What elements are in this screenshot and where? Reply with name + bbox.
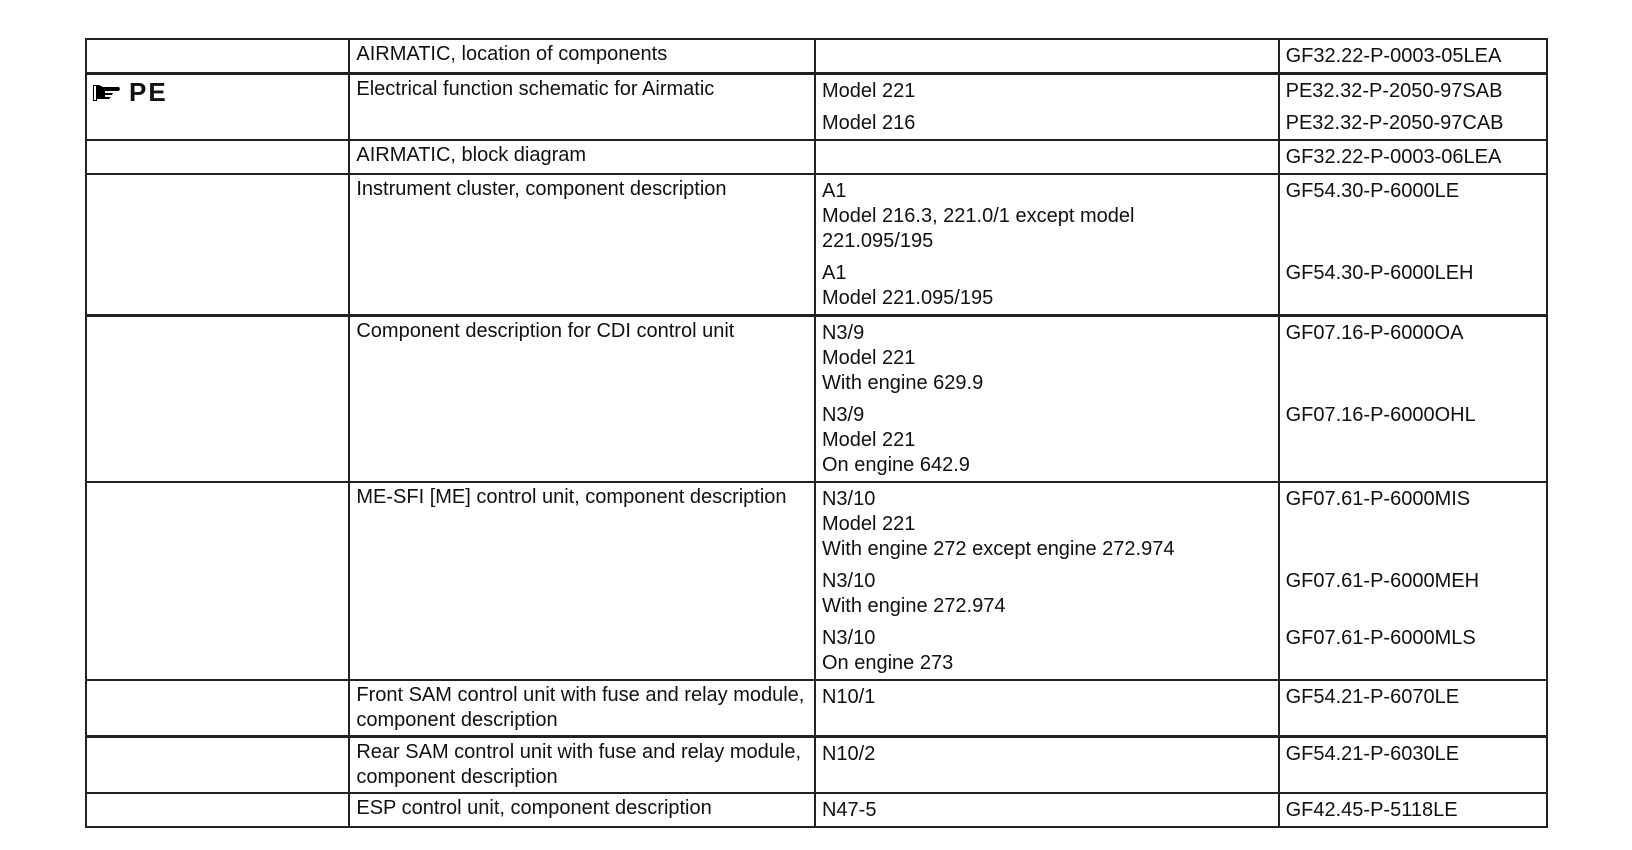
condition-line: With engine 272 except engine 272.974 [821,538,1175,560]
document-reference[interactable]: GF07.61-P-6000MIS [1285,488,1471,510]
document-reference[interactable]: GF54.30-P-6000LEH [1285,262,1474,284]
pointing-hand-icon [91,83,121,103]
document-reference[interactable]: GF07.61-P-6000MEH [1285,570,1480,592]
document-reference[interactable]: PE32.32-P-2050-97SAB [1285,80,1503,102]
marker-cell [86,737,349,794]
marker-cell [86,793,349,827]
condition-text [816,738,1278,770]
description-cell [349,793,815,827]
marker-cell [86,680,349,737]
description-text: AIRMATIC, location of components [356,43,668,65]
condition-cell [815,140,1279,174]
condition-line: Model 221 [821,429,916,451]
description-cell [349,39,815,74]
table-row [86,39,1547,74]
description-cell [349,74,815,141]
description-cell [349,140,815,174]
reference-cell [1279,74,1547,108]
table-row [86,793,1547,827]
condition-line: N10/1 [821,686,876,708]
table-row [86,482,1547,565]
condition-cell [815,257,1279,316]
table-row [86,174,1547,257]
condition-text [816,317,1278,399]
condition-line: A1 [821,180,847,202]
description-text: ME-SFI [ME] control unit, component description [356,486,787,508]
reference-cell [1279,737,1547,794]
condition-cell [815,107,1279,140]
reference-cell [1279,39,1547,74]
reference-cell [1279,107,1547,140]
condition-cell [815,316,1279,400]
document-reference[interactable]: GF07.16-P-6000OHL [1285,404,1476,426]
reference-cell [1279,565,1547,622]
description-cell [349,737,815,794]
condition-line: N3/9 [821,404,865,426]
condition-line: On engine 273 [821,652,954,674]
condition-line: N3/9 [821,322,865,344]
description-text: Front SAM control unit with fuse and relay module, component description [356,684,805,731]
condition-line: A1 [821,262,847,284]
table-row [86,737,1547,794]
condition-line: N3/10 [821,570,876,592]
description-text: Rear SAM control unit with fuse and relay module, component description [356,741,802,788]
reference-table [85,38,1548,828]
condition-text [816,483,1278,565]
condition-line [822,145,1272,170]
reference-cell [1279,174,1547,257]
reference-cell [1279,482,1547,565]
condition-text [816,622,1278,679]
condition-line: With engine 272.974 [821,595,1006,617]
document-reference[interactable]: GF54.30-P-6000LE [1285,180,1460,202]
description-text: ESP control unit, component description [356,797,712,819]
condition-text [816,107,1278,139]
condition-line: With engine 629.9 [821,372,984,394]
condition-cell [815,737,1279,794]
condition-cell [815,622,1279,680]
condition-cell [815,482,1279,565]
reference-cell [1279,316,1547,400]
document-reference[interactable]: GF07.61-P-6000MLS [1285,627,1476,649]
condition-line: Model 216 [821,112,916,134]
document-reference[interactable]: GF42.45-P-5118LE [1285,799,1458,821]
condition-cell [815,174,1279,257]
condition-cell [815,565,1279,622]
condition-text [816,794,1278,826]
reference-cell [1279,622,1547,680]
marker-cell [86,174,349,316]
reference-cell [1279,793,1547,827]
condition-line: N47-5 [821,799,877,821]
marker-cell [86,482,349,680]
description-cell [349,482,815,680]
description-text: Electrical function schematic for Airmatic [356,78,715,100]
description-text: Instrument cluster, component description [356,178,727,200]
condition-line: Model 221 [821,80,916,102]
document-reference[interactable]: GF54.21-P-6030LE [1285,743,1460,765]
table-row [86,74,1547,108]
condition-text [816,40,1278,72]
reference-cell [1279,140,1547,174]
condition-text [816,175,1278,257]
reference-cell [1279,399,1547,482]
description-text: Component description for CDI control unit [356,320,735,342]
condition-line: 221.095/195 [821,230,934,252]
condition-text [816,75,1278,107]
description-cell [349,316,815,483]
marker-cell [86,140,349,174]
description-cell [349,174,815,316]
condition-cell [815,793,1279,827]
marker-cell [86,39,349,74]
condition-text [816,257,1278,314]
condition-text [816,141,1278,173]
condition-cell [815,680,1279,737]
condition-line: N3/10 [821,488,876,510]
reference-cell [1279,257,1547,316]
table-row [86,680,1547,737]
document-reference[interactable]: GF32.22-P-0003-05LEA [1285,45,1502,67]
condition-text [816,399,1278,481]
description-cell [349,680,815,737]
pe-marker [87,75,348,110]
table-row [86,316,1547,400]
description-text: AIRMATIC, block diagram [356,144,587,166]
condition-line: Model 216.3, 221.0/1 except model [821,205,1135,227]
marker-cell [86,316,349,483]
condition-line: Model 221 [821,513,916,535]
pe-label: PE [129,77,168,107]
condition-line: N10/2 [821,743,876,765]
condition-line: On engine 642.9 [821,454,970,476]
condition-line: N3/10 [821,627,876,649]
condition-text [816,565,1278,622]
document-reference[interactable]: GF54.21-P-6070LE [1285,686,1460,708]
table-row [86,140,1547,174]
reference-cell [1279,680,1547,737]
document-reference[interactable]: GF32.22-P-0003-06LEA [1285,146,1502,168]
condition-cell [815,399,1279,482]
condition-line [822,44,1272,69]
condition-cell [815,74,1279,108]
document-reference[interactable]: GF07.16-P-6000OA [1285,322,1464,344]
condition-line: Model 221.095/195 [821,287,994,309]
document-reference[interactable]: PE32.32-P-2050-97CAB [1285,112,1504,134]
condition-text [816,681,1278,713]
marker-cell [86,74,349,141]
condition-cell [815,39,1279,74]
condition-line: Model 221 [821,347,916,369]
